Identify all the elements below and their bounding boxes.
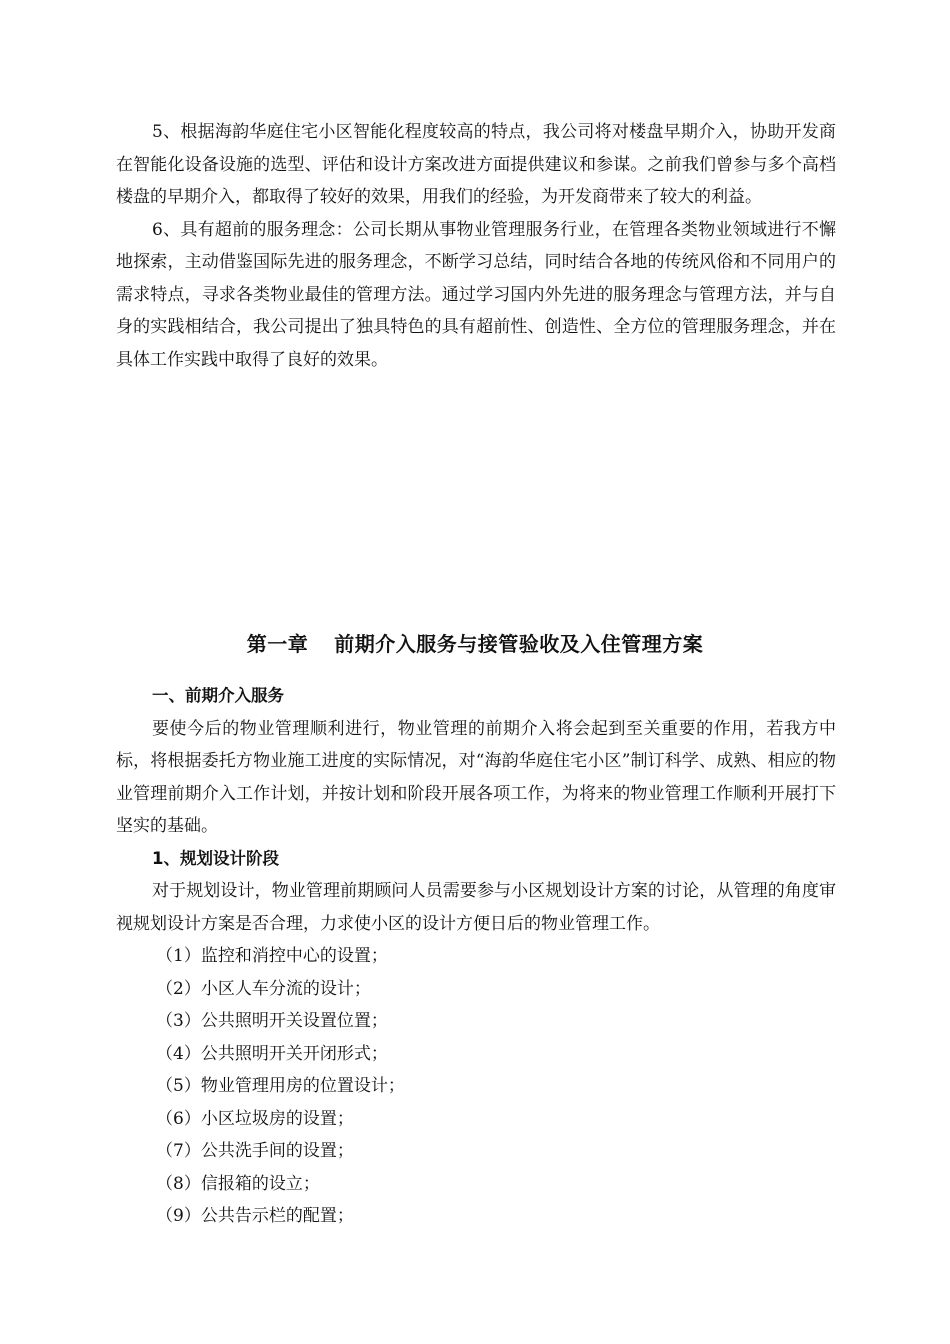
list-item: （7）公共洗手间的设置；: [156, 1141, 354, 1161]
section-heading: 一、前期介入服务: [152, 686, 284, 705]
subsection-heading: 1、规划设计阶段: [152, 848, 279, 868]
subsection-paragraph: 对于规划设计，物业管理前期顾问人员需要参与小区规划设计方案的讨论，从管理的角度审视规划设计方案是否合理，力求使小区的设计方便日后的物业管理工作。: [116, 881, 836, 934]
list-item: （6）小区垃圾房的设置；: [156, 1108, 354, 1129]
chapter-number: 第一章: [246, 632, 309, 656]
list-item: （1）监控和消控中心的设置；: [156, 946, 388, 966]
list-item: （4）公共照明开关开闭形式；: [156, 1043, 388, 1064]
section-paragraph: 要使今后的物业管理顺利进行，物业管理的前期介入将会起到至关重要的作用，若我方中标，将根据委托方物业施工进度的实际情况，对“海韵华庭住宅小区”制订科学、成熟、相应的物业管理前期介入工作计划，并按计划和阶段开展各项工作，为将来的物业管理工作顺利开展打下坚实的基础。: [116, 718, 836, 836]
paragraph-item-5: 5、根据海韵华庭住宅小区智能化程度较高的特点，我公司将对楼盘早期介入，协助开发商在智能化设备设施的选型、评估和设计方案改进方面提供建议和参谋。之前我们曾参与多个高档楼盘的早期介入，都取得了较好的效果，用我们的经验，为开发商带来了较大的利益。: [116, 122, 836, 207]
chapter-title: [0, 628, 950, 657]
intro-section: [116, 116, 836, 376]
chapter-name: 前期介入服务与接管验收及入住管理方案: [334, 632, 704, 656]
paragraph-item-6: 6、具有超前的服务理念：公司长期从事物业管理服务行业，在管理各类物业领域进行不懈地探索，主动借鉴国际先进的服务理念，不断学习总结，同时结合各地的传统风俗和不同用户的需求特点，寻求各类物业最佳的管理方法。通过学习国内外先进的服务理念与管理方法，并与自身的实践相结合，我公司提出了独具特色的具有超前性、创造性、全方位的管理服务理念，并在具体工作实践中取得了良好的效果。: [116, 219, 836, 370]
chapter-body: [116, 680, 836, 1233]
list-item: （5）物业管理用房的位置设计；: [156, 1076, 405, 1096]
list-item: （8）信报箱的设立；: [156, 1173, 320, 1194]
list-item: （2）小区人车分流的设计；: [156, 978, 371, 999]
list-item: （3）公共照明开关设置位置；: [156, 1011, 388, 1031]
list-item: （9）公共告示栏的配置；: [156, 1206, 354, 1226]
